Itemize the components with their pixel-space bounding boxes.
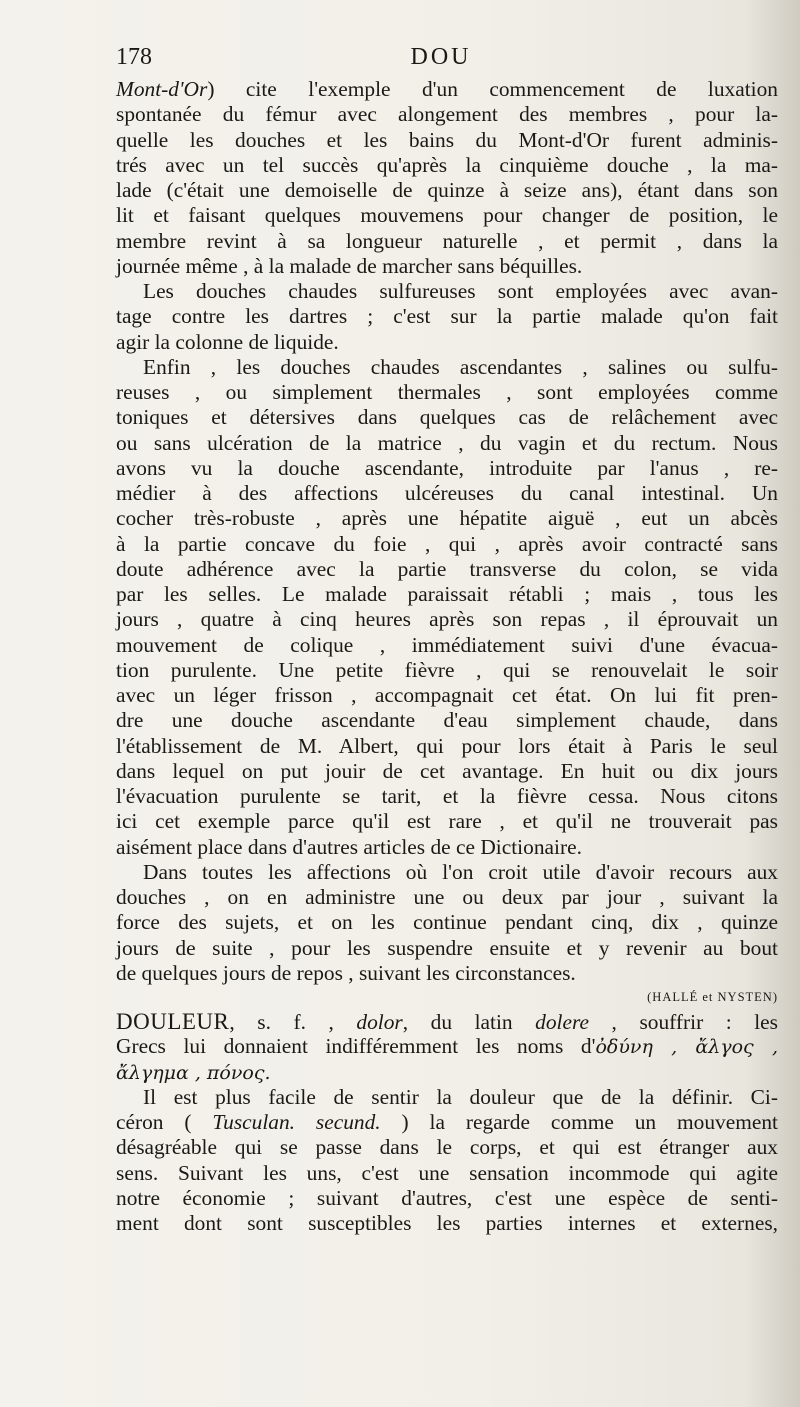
text-line [116,1060,778,1085]
text-run: dre une douche ascendante d'eau simplement chaude, dans [116,708,778,733]
text-run: ici cet exemple parce qu'il est rare , et qu'il ne trouverait pas [116,809,778,834]
text-run: , souffrir : les [589,1010,778,1034]
greek-text: ἄλγημα , πόνος. [116,1061,271,1084]
text-line [116,203,778,228]
text-run: l'établissement de M. Albert, qui pour lors était à Paris le seul [116,733,778,758]
text-run: Dans toutes les affections où l'on croit utile d'avoir recours aux [143,859,778,884]
text-line [116,936,778,961]
text-run: (HALLÉ et NYSTEN) [647,990,778,1004]
text-run: lit et faisant quelques mouvemens pour changer de position, le [116,203,778,228]
text-line [116,128,778,153]
text-run: sens. Suivant les uns, c'est une sensation incommode qui agite [116,1160,778,1185]
text-line [116,254,778,279]
text-line [116,860,778,885]
text-line [116,1110,778,1135]
text-line [116,1009,778,1034]
text-line [116,506,778,531]
text-line [116,229,778,254]
text-run: , du latin [402,1010,536,1034]
text-line [116,153,778,178]
text-line [116,456,778,481]
text-run: doute adhérence avec la partie transverse du colon, se vida [116,556,778,581]
entry-headword: DOULEUR [116,1009,230,1034]
text-line [116,1211,778,1236]
text-run: avons vu la douche ascendante, introduite par l'anus , re- [116,455,778,480]
page-body-text [116,77,778,1236]
text-line [116,304,778,329]
text-line [116,405,778,430]
text-line [116,734,778,759]
text-run: céron ( [116,1110,213,1134]
text-line [116,1161,778,1186]
text-run: quelle les douches et les bains du Mont-d'Or furent adminis- [116,127,778,152]
text-run: avec un léger frisson , accompagnait cet état. On lui fit pren- [116,683,778,707]
text-line [116,178,778,203]
text-run: l'évacuation purulente se tarit, et la fièvre cessa. Nous citons [116,784,778,808]
greek-text: ὀδύνη , ἄλγος , [595,1036,778,1059]
text-line [116,279,778,304]
text-line [116,658,778,683]
text-run: Les douches chaudes sulfureuses sont employées avec avan- [143,279,778,303]
text-line [116,1034,778,1059]
italic-text: Tusculan. secund. [212,1110,381,1134]
text-run: journée même , à la malade de marcher sans béquilles. [116,253,583,278]
text-run: ) cite l'exemple d'un commencement de luxation [207,77,778,101]
text-line [116,532,778,557]
page-number: 178 [116,44,152,70]
text-run: ) la regarde comme un mouvement [380,1110,779,1134]
italic-text: Mont-d'Or [116,77,208,101]
text-line [116,102,778,127]
text-run: de quelques jours de repos , suivant les circonstances. [116,960,576,985]
text-line [116,708,778,733]
text-line [116,885,778,910]
text-line [116,380,778,405]
text-line [116,582,778,607]
text-run: toniques et détersives dans quelques cas de relâchement avec [116,405,778,430]
text-line [116,910,778,935]
text-line [116,633,778,658]
text-run: mouvement de colique , immédiatement suivi d'une évacua- [116,632,778,657]
text-run: membre revint à sa longueur naturelle , et permit , dans la [116,228,778,253]
text-line [116,809,778,834]
text-line [116,961,778,986]
text-run: spontanée du fémur avec alongement des membres , pour la- [116,102,778,127]
text-run: dans lequel on put jouir de cet avantage. En huit ou dix jours [116,758,778,783]
text-line [116,835,778,860]
text-line [116,759,778,784]
text-run: force des sujets, et on les continue pendant cinq, dix , quinze [116,910,778,935]
text-line [116,355,778,380]
text-line [116,481,778,506]
text-run: , s. f. , [229,1010,357,1034]
text-line [116,607,778,632]
text-run: Il est plus facile de sentir la douleur que de la définir. Ci- [143,1084,778,1109]
text-line [116,431,778,456]
text-run: jours de suite , pour les suspendre ensuite et y revenir au bout [116,935,778,960]
text-run: reuses , ou simplement thermales , sont employées comme [116,380,778,404]
article-signature [116,986,778,1009]
text-line [116,784,778,809]
text-run: Enfin , les douches chaudes ascendantes , salines ou sulfu- [143,354,778,379]
text-run: douches , on en administre une ou deux par jour , suivant la [116,885,778,909]
text-line [116,557,778,582]
text-line [116,1186,778,1211]
page-header [116,42,766,76]
text-run: désagréable qui se passe dans le corps, et qui est étranger aux [116,1135,778,1160]
text-run: agir la colonne de liquide. [116,329,339,354]
running-head: DOU [410,44,472,70]
text-run: trés avec un tel succès qu'après la cinquième douche , la ma- [116,152,778,177]
text-run: médier à des affections ulcéreuses du canal intestinal. Un [116,481,778,505]
text-run: aisément place dans d'autres articles de ce Dictionaire. [116,834,582,859]
text-run: ou sans ulcération de la matrice , du vagin et du rectum. Nous [116,430,778,455]
text-line [116,330,778,355]
text-run: tion purulente. Une petite fièvre , qui se renouvelait le soir [116,657,778,682]
italic-text: dolere [535,1010,590,1034]
text-run: cocher très-robuste , après une hépatite aiguë , eut un abcès [116,506,778,531]
italic-text: dolor [356,1010,403,1034]
text-run: par les selles. Le malade paraissait rétabli ; mais , tous les [116,582,778,606]
text-run: lade (c'était une demoiselle de quinze à seize ans), étant dans son [116,178,778,202]
text-line [116,1135,778,1160]
text-run: ment dont sont susceptibles les parties internes et externes, [116,1211,778,1235]
text-line [116,1085,778,1110]
text-line [116,77,778,102]
text-run: Grecs lui donnaient indifféremment les noms d' [116,1034,596,1059]
text-run: tage contre les dartres ; c'est sur la partie malade qu'on fait [116,304,778,329]
text-run: à la partie concave du foie , qui , après avoir contracté sans [116,531,778,556]
text-line [116,683,778,708]
text-run: jours , quatre à cinq heures après son repas , il éprouvait un [116,607,778,632]
text-run: notre économie ; suivant d'autres, c'est une espèce de senti- [116,1185,778,1210]
